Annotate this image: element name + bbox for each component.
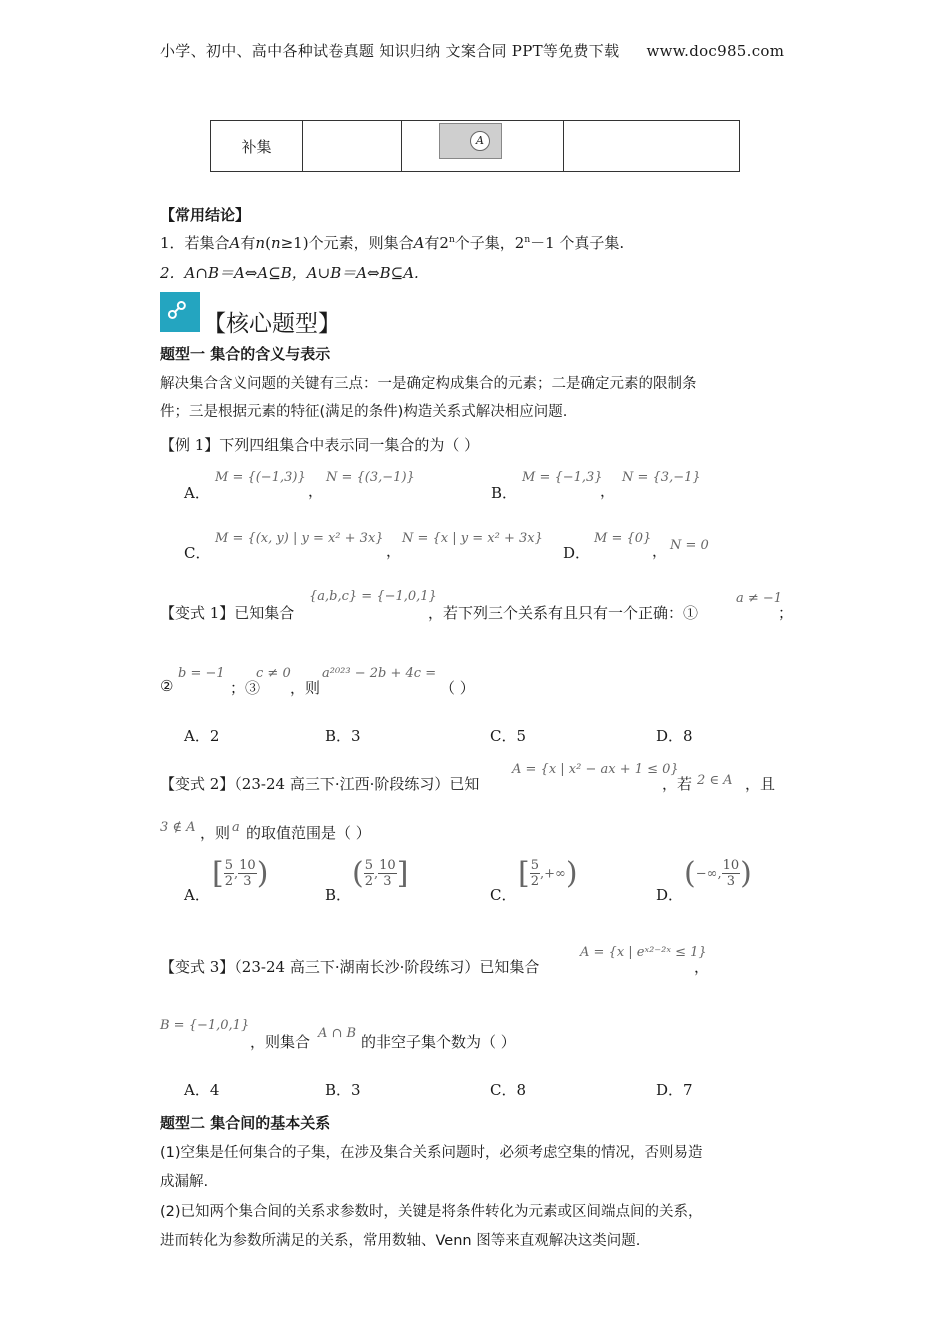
text: ( bbox=[265, 234, 271, 252]
example-1-stem: 【例 1】下列四组集合中表示同一集合的为（ ） bbox=[160, 436, 480, 454]
option-c-m: M = {(x, y) | y = x² + 3x} bbox=[215, 531, 384, 546]
variant-3-set-a: A = {x | eˣ²⁻²ˣ ≤ 1} bbox=[580, 945, 707, 960]
sup: n bbox=[524, 235, 531, 245]
variant-2-text: ，若 bbox=[662, 775, 693, 793]
var: A bbox=[413, 234, 425, 252]
conclusion-item-1 bbox=[160, 232, 624, 253]
type2-p2-line1: (2)已知两个集合间的关系求参数时，关键是将条件转化为元素或区间端点间的关系， bbox=[160, 1204, 703, 1220]
complement-label: 补集 bbox=[241, 137, 272, 156]
option-d-interval: (−∞, $\frac{10}{3}$ ) bbox=[684, 856, 752, 891]
variant-3-intro: 【变式 3】（23-24 高三下·湖南长沙·阶段练习）已知集合 bbox=[160, 958, 540, 976]
variant-3-text: 的非空子集个数为（ ） bbox=[361, 1033, 516, 1051]
relation-2: b = −1 bbox=[178, 666, 225, 681]
venn-circle: A bbox=[470, 131, 490, 151]
intersection: A ∩ B bbox=[318, 1026, 357, 1041]
option-b-label: B． bbox=[325, 886, 352, 904]
option-a-label: A． bbox=[184, 484, 210, 502]
sep: ， bbox=[652, 542, 668, 560]
option-c: C．5 bbox=[490, 727, 527, 745]
table-row bbox=[211, 121, 740, 172]
conclusion-item-2: 2．A∩B＝A⇔A⊆B，A∪B＝A⇔B⊆A. bbox=[160, 264, 419, 282]
var: n bbox=[270, 234, 281, 252]
sep: ， bbox=[308, 482, 324, 500]
variant-2-text: ，且 bbox=[745, 775, 776, 793]
option-c-interval: [ $\frac{5}{2}$ ,+∞) bbox=[518, 856, 578, 891]
var: n bbox=[255, 234, 266, 252]
type1-title: 题型一 集合的含义与表示 bbox=[160, 345, 331, 363]
type2-p1-line2: 成漏解. bbox=[160, 1174, 209, 1190]
option-c-n: N = {x | y = x² + 3x} bbox=[402, 531, 543, 546]
option-c-label: C． bbox=[184, 544, 211, 562]
option-b-n: N = {3,−1} bbox=[622, 470, 701, 485]
option-d: D．7 bbox=[656, 1081, 693, 1099]
variant-2-intro: 【变式 2】（23-24 高三下·江西·阶段练习）已知 bbox=[160, 775, 480, 793]
sep: ， bbox=[386, 542, 402, 560]
option-b: B．3 bbox=[325, 1081, 361, 1099]
condition-1: 2 ∈ A bbox=[697, 773, 733, 788]
option-d-m: M = {0} bbox=[594, 531, 652, 546]
fraction: $\frac{5}{2}$ bbox=[224, 858, 233, 889]
option-a-n: N = {(3,−1)} bbox=[326, 470, 415, 485]
circle-2: ② bbox=[160, 677, 174, 695]
type2-title: 题型二 集合间的基本关系 bbox=[160, 1114, 331, 1132]
text: －1 个真子集. bbox=[530, 234, 625, 252]
variant-2-text: 的取值范围是（ ） bbox=[246, 824, 371, 842]
option-b-m: M = {−1,3} bbox=[522, 470, 603, 485]
venn-diagram bbox=[439, 123, 502, 159]
relation-1: a ≠ −1 bbox=[736, 591, 783, 606]
text: 有2 bbox=[424, 234, 449, 252]
var: A bbox=[229, 234, 241, 252]
option-a: A．4 bbox=[184, 1081, 220, 1099]
option-c-label: C． bbox=[490, 886, 517, 904]
header-url[interactable]: www.doc985.com bbox=[646, 42, 785, 60]
variant-1-intro: 【变式 1】已知集合 bbox=[160, 604, 295, 622]
sep: ， bbox=[600, 482, 616, 500]
page-header bbox=[160, 40, 784, 61]
var-a: a bbox=[232, 820, 240, 835]
fraction: $\frac{10}{3}$ bbox=[239, 858, 256, 889]
text: 1．若集合 bbox=[160, 234, 230, 252]
answer-paren: （ ） bbox=[440, 679, 475, 697]
option-b-label: B． bbox=[491, 484, 518, 502]
type2-p1-line1: (1)空集是任何集合的子集，在涉及集合关系问题时，必须考虑空集的情况，否则易造 bbox=[160, 1145, 703, 1161]
complement-label-cell bbox=[211, 121, 303, 172]
relation-3: c ≠ 0 bbox=[256, 666, 291, 681]
variant-3-text: ， bbox=[694, 958, 710, 976]
option-b-interval: ( $\frac{5}{2}$ , $\frac{10}{3}$ ] bbox=[352, 856, 409, 891]
fraction: $\frac{5}{2}$ bbox=[530, 858, 539, 889]
variant-1-text: ，若下列三个关系有且只有一个正确：① bbox=[428, 604, 699, 622]
variant-3-set-b: B = {−1,0,1} bbox=[160, 1018, 250, 1033]
fraction: $\frac{5}{2}$ bbox=[364, 858, 373, 889]
variant-1-expression: a²⁰²³ − 2b + 4c = bbox=[322, 666, 437, 681]
variant-3-text: ，则集合 bbox=[250, 1033, 311, 1051]
complement-table bbox=[210, 120, 740, 172]
header-text: 小学、初中、高中各种试卷真题 知识归纳 文案合同 PPT等免费下载 bbox=[160, 42, 620, 60]
semicolon: ； bbox=[778, 604, 794, 622]
variant-2-text: ，则 bbox=[200, 824, 231, 842]
option-c: C．8 bbox=[490, 1081, 527, 1099]
type2-p2-line2: 进而转化为参数所满足的关系，常用数轴、Venn 图等来直观解决这类问题. bbox=[160, 1233, 641, 1249]
text: ≥1)个元素，则集合 bbox=[280, 234, 414, 252]
option-d: D．8 bbox=[656, 727, 693, 745]
text: 有 bbox=[240, 234, 256, 252]
option-d-label: D． bbox=[656, 886, 684, 904]
variant-2-set: A = {x | x² − ax + 1 ≤ 0} bbox=[512, 762, 679, 777]
option-b: B．3 bbox=[325, 727, 361, 745]
option-d-n: N = 0 bbox=[670, 538, 709, 553]
option-d-label: D． bbox=[563, 544, 591, 562]
option-a: A．2 bbox=[184, 727, 220, 745]
option-a-interval: [ $\frac{5}{2}$ , $\frac{10}{3}$ ) bbox=[212, 856, 269, 891]
type1-desc-1: 解决集合含义问题的关键有三点：一是确定构成集合的元素；二是确定元素的限制条 bbox=[160, 376, 697, 392]
section-title: 【核心题型】 bbox=[203, 311, 341, 337]
condition-2: 3 ∉ A bbox=[160, 820, 196, 835]
option-a-label: A． bbox=[184, 886, 210, 904]
variant-1-set: {a,b,c} = {−1,0,1} bbox=[309, 589, 437, 604]
link-icon: ⚯ bbox=[160, 292, 200, 332]
type1-desc-2: 件；三是根据元素的特征(满足的条件)构造关系式解决相应问题. bbox=[160, 404, 568, 420]
variant-1-text: ；③ bbox=[230, 679, 261, 697]
venn-cell bbox=[402, 121, 564, 172]
empty-cell bbox=[303, 121, 402, 172]
option-a-m: M = {(−1,3)} bbox=[215, 470, 306, 485]
fraction: $\frac{10}{3}$ bbox=[379, 858, 396, 889]
variant-1-text: ，则 bbox=[290, 679, 321, 697]
fraction: $\frac{10}{3}$ bbox=[722, 858, 740, 889]
sup: n bbox=[448, 235, 455, 245]
empty-cell bbox=[564, 121, 740, 172]
text: 个子集，2 bbox=[454, 234, 525, 252]
conclusions-title: 【常用结论】 bbox=[160, 206, 251, 224]
